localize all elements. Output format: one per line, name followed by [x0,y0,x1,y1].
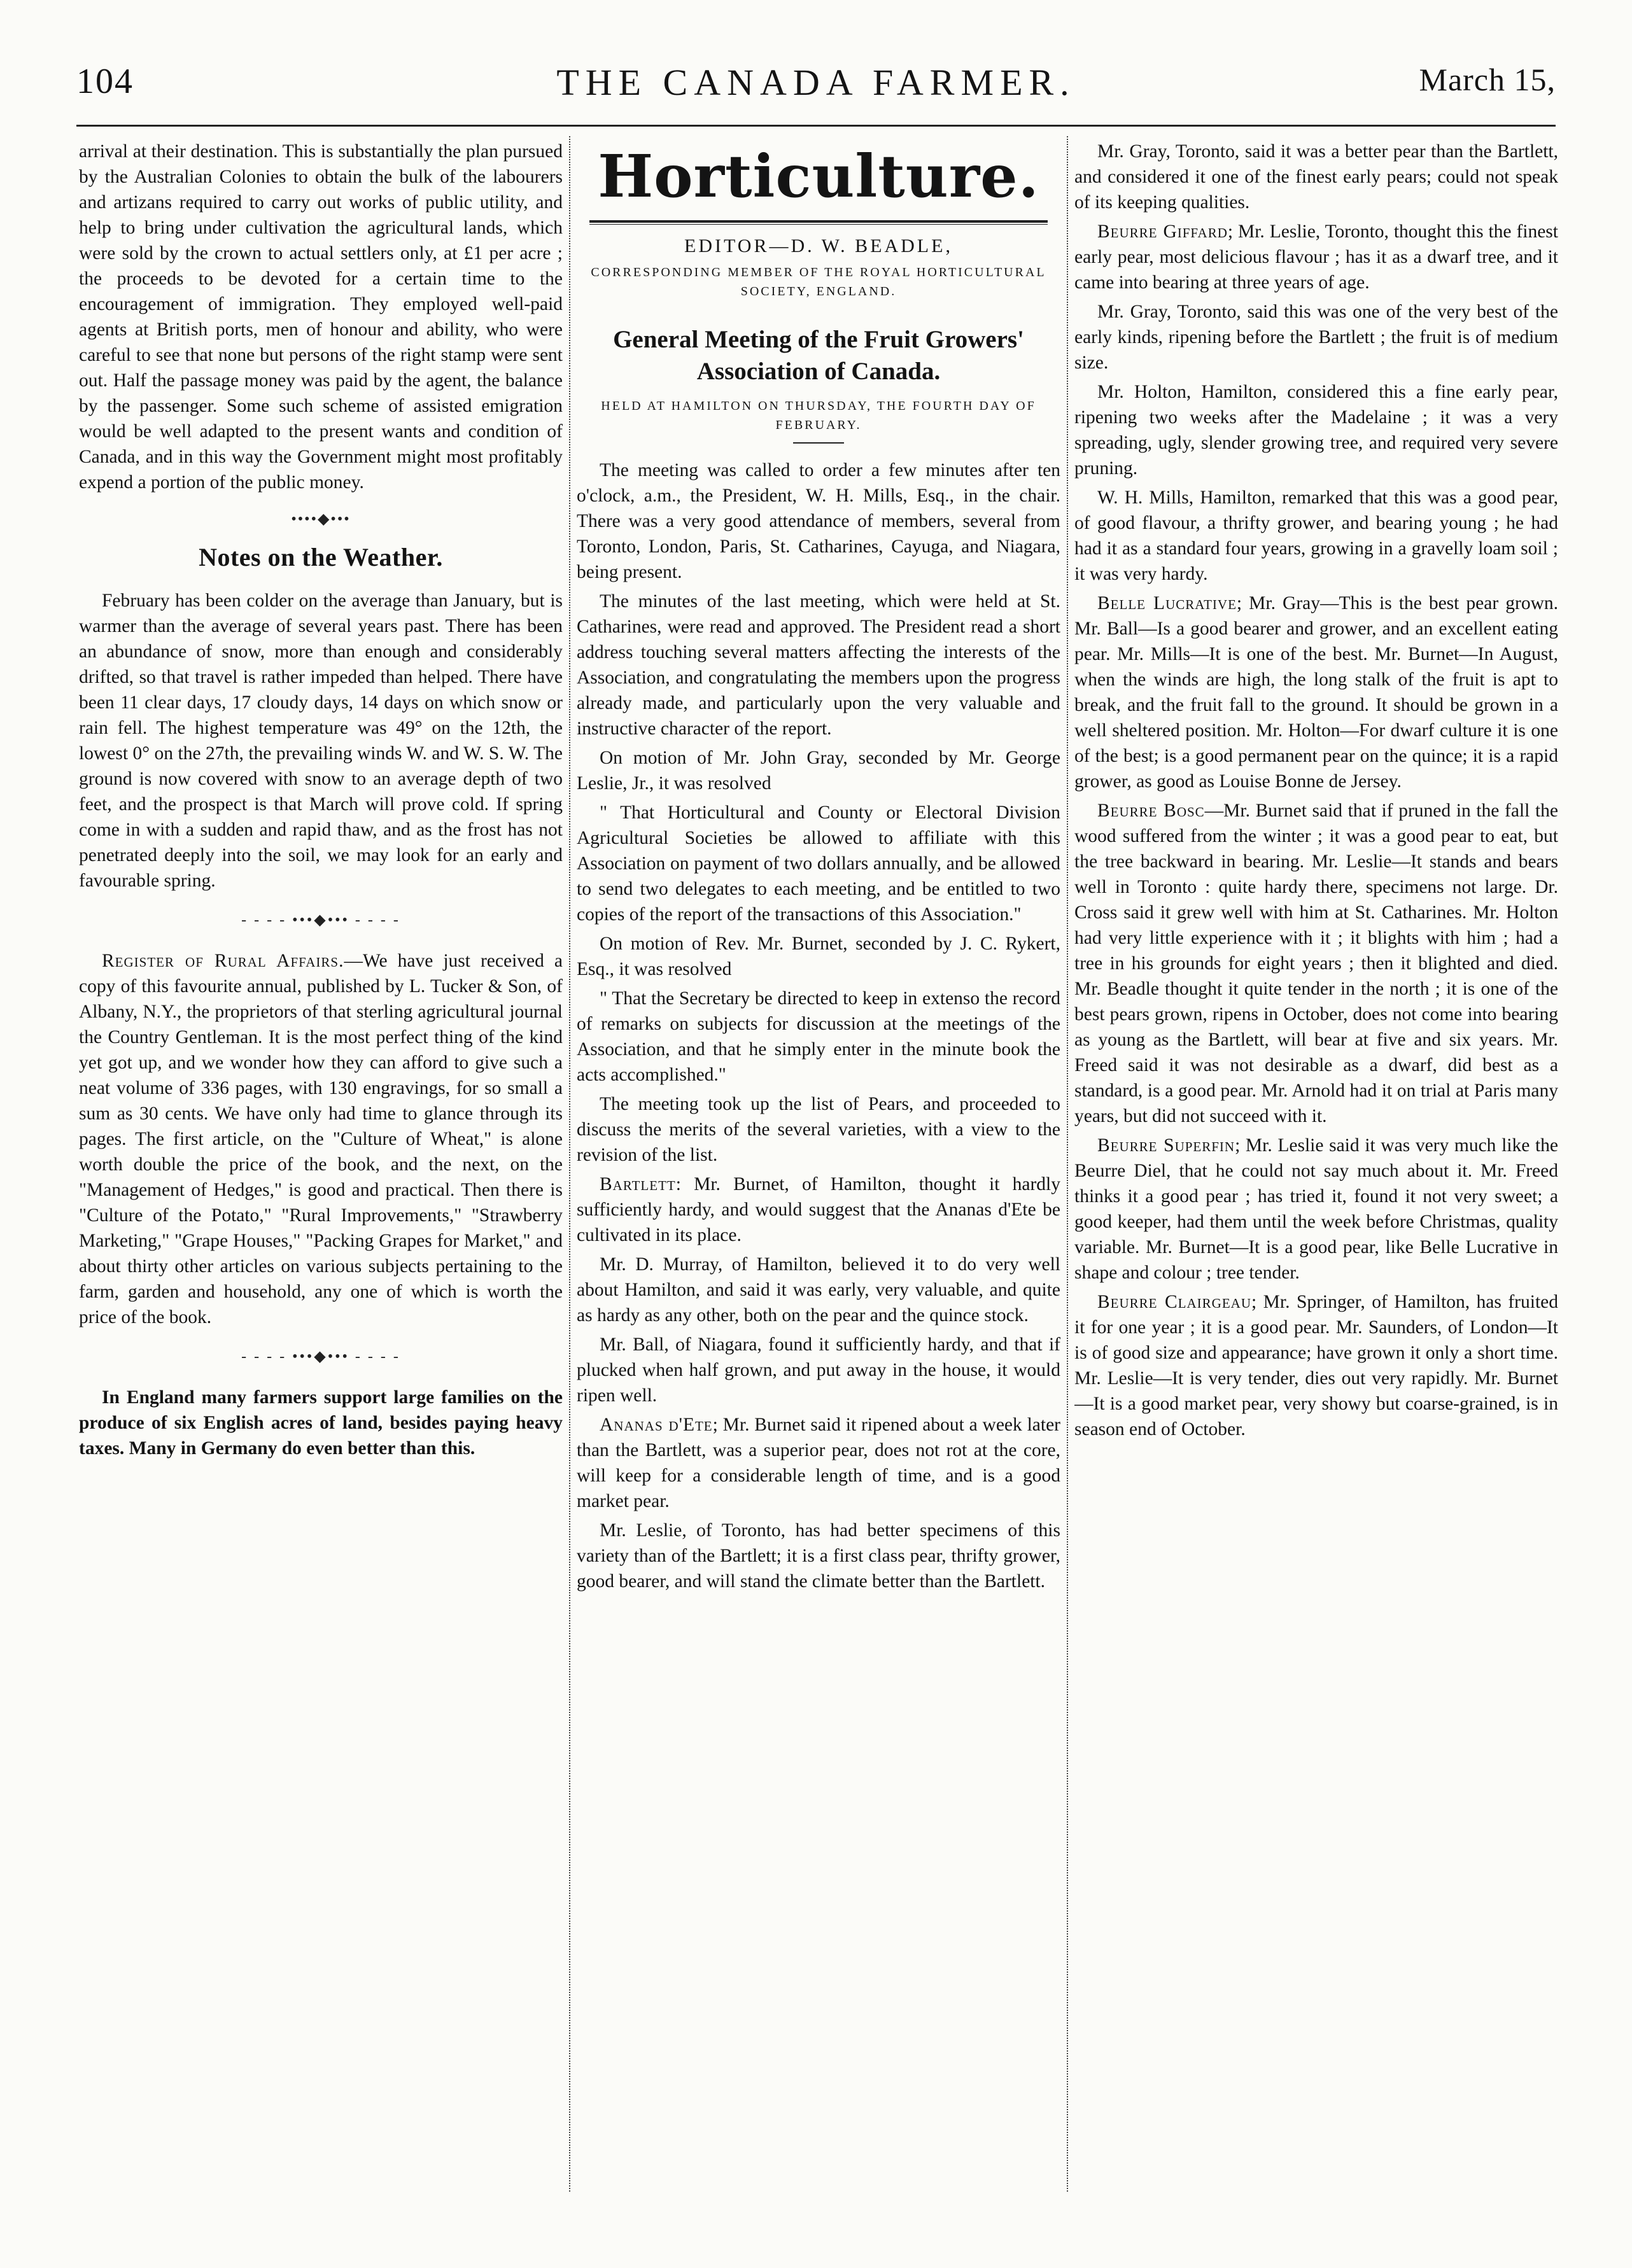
department-title: Horticulture. [598,142,1039,211]
register-text: —We have just received a copy of this favourite annual, published by L. Tucker & Son, of Albany, N.Y., the proprietors of that sterling agricultural journal the Country Gentleman. It is the most perfect thing of the kind yet got up, and we wonder how they can afford to give such a neat volume of 336 pages, with 130 engravings, for so small a sum as 30 cents. We have only had time to glance through its pages. The first article, on the "Culture of Wheat," is alone worth double the price of the book, and the next, on the "Management of Hedges," is good and practical. Then there is "Culture of the Potato," "Rural Improvements," "Strawberry Marketing," "Grape Houses," "Packing Grapes for Market," and about thirty other articles on various subjects pertaining to the farm, garden and household, any one of which is worth the price of the book. [79,951,563,1327]
variety-text: ; Mr. Gray—This is the best pear grown. Mr. Ball—Is a good bearer and grower, and an excellent eating pear. Mr. Mills—It is one of the best. Mr. Burnet—In August, when the winds are high, the long stalk of the fruit is apt to break, and the fruit fall to the ground. It should be grown in a well sheltered position. Mr. Holton—For dwarf culture it is one of the best; is a good permanent pear on the quince; it is a rapid grower, as good as Louise Bonne de Jersey. [1074,593,1558,792]
section-ornament: - - - - •••◆••• - - - - [241,912,400,928]
resolution-quote: " That Horticultural and County or Electoral Division Agricultural Societies be allowed to affiliate with this Association on payment of two dollars annually, and be allowed to send two delegates to each meeting, and be entitled to two copies of the report of the transactions of this Association." [577,802,1060,925]
resolution-quote: " That the Secretary be directed to keep in extenso the record of remarks on subjects for discussion at the meetings of the Association, and that he simply enter in the minute book the acts accomplished." [577,988,1060,1085]
title-rule [589,224,1048,225]
variety-text: ; Mr. Burnet said it ripened about a week later than the Bartlett, was a superior pear, does not rot at the core, will keep for a considerable length of time, and is a good market pear. [577,1415,1060,1511]
variety-name: Beurre Clairgeau [1097,1292,1251,1312]
variety-name: Beurre Giffard [1097,221,1228,242]
variety-paragraph [1074,1289,1558,1442]
page-number: 104 [76,62,134,101]
article-paragraph: The minutes of the last meeting, which were held at St. Catharines, were read and approved. The President read a short address touching several matters affecting the interests of the Association, and congratulating the members upon the progress already made, and particularly upon the very valuable and instructive character of the report. [577,591,1060,739]
short-rule [793,442,844,444]
article-paragraph: Mr. Gray, Toronto, said this was one of the very best of the early kinds, ripening before the Bartlett ; the fruit is of medium size. [1074,302,1558,373]
article-paragraph: Mr. Gray, Toronto, said it was a better pear than the Bartlett, and considered it one of the finest early pears; could not speak of its keeping qualities. [1074,141,1558,213]
weather-heading: Notes on the Weather. [199,543,443,571]
variety-name: Beurre Superfin [1097,1135,1235,1156]
header-rule [76,125,1556,127]
register-lead: Register of Rural Affairs. [102,951,344,971]
editor-line: EDITOR—D. W. BEADLE, [684,235,953,256]
variety-paragraph [1074,219,1558,295]
variety-name: Beurre Bosc [1097,801,1205,821]
article-paragraph: The meeting took up the list of Pears, and proceeded to discuss the merits of the several varieties, with a view to the revision of the list. [577,1094,1060,1165]
running-head [76,61,1556,118]
england-paragraph: In England many farmers support large families on the produce of six English acres of land, besides paying heavy taxes. Many in Germany do even better than this. [79,1387,563,1459]
variety-name: Bartlett [600,1174,676,1194]
variety-text: —Mr. Burnet said that if pruned in the fall the wood suffered from the winter ; it was a good pear to eat, but the tree backward in bearing. Mr. Leslie—It stands and bears well in Toronto : quite hardy there, specimens not large. Dr. Cross said it grew well with him at St. Catharines. Mr. Holton had very little experience with it ; it blights with him ; had a tree in his grounds for eight years ; then it blighted and died. Mr. Beadle thought it quite tender in the north ; it is one of the best pears grown, ripens in October, does not come into bearing as young as the Bartlett, will bear at five and six years. Mr. Freed said it was not desirable as a dwarf, did best as a standard, is a good pear. Mr. Arnold had it on trial at Paris many years, but did not succeed with it. [1074,801,1558,1126]
variety-paragraph [577,1412,1060,1514]
variety-paragraph [577,1172,1060,1248]
register-paragraph [79,948,563,1330]
column-left [79,139,563,2204]
article-paragraph: Mr. D. Murray, of Hamilton, believed it to do very well about Hamilton, and said it was early, very valuable, and quite as hardy as any other, both on the pear and the quince stock. [577,1254,1060,1326]
section-ornament: - - - - •••◆••• - - - - [241,1348,400,1365]
variety-text: : Mr. Burnet, of Hamilton, thought it hardly sufficiently hardy, and would suggest that the Ananas d'Ete be cultivated in its place. [577,1174,1060,1245]
variety-text: ; Mr. Leslie said it was very much like the Beurre Diel, that he could not say much about it. Mr. Freed thinks it a good pear ; has tried it, found it not very sweet; a good keeper, had them until the week before Christmas, quality variable. Mr. Burnet—It is a good pear, like Belle Lucrative in shape and colour ; tree tender. [1074,1135,1558,1283]
section-ornament: ••••◆••• [291,511,351,528]
variety-name: Belle Lucrative [1097,593,1237,613]
column-middle [577,139,1060,2204]
variety-text: ; Mr. Springer, of Hamilton, has fruited it for one year ; it is a good pear. Mr. Saunders, of London—It is of good size and appearance; have grown it only a short time. Mr. Leslie—It is very tender, dies out very rapidly. Mr. Burnet—It is a good market pear, very showy but coarse-grained, is in season end of October. [1074,1292,1558,1439]
column-right [1074,139,1558,2204]
article-paragraph: On motion of Mr. John Gray, seconded by Mr. George Leslie, Jr., it was resolved [577,748,1060,794]
article-paragraph: The meeting was called to order a few minutes after ten o'clock, a.m., the President, W. H. Mills, Esq., in the chair. There was a very good attendance of members, several from Toronto, London, Paris, St. Catharines, Cayuga, and Niagara, being present. [577,460,1060,582]
variety-name: Ananas d'Ete [600,1415,713,1435]
meeting-heading: General Meeting of the Fruit Growers' Association of Canada. [613,326,1024,385]
article-paragraph: Mr. Leslie, of Toronto, has had better specimens of this variety than of the Bartlett; it is a first class pear, thrifty grower, good bearer, and will stand the climate better than the Bartlett. [577,1520,1060,1592]
article-paragraph: On motion of Rev. Mr. Burnet, seconded by J. C. Rykert, Esq., it was resolved [577,934,1060,979]
variety-paragraph [1074,798,1558,1129]
article-paragraph: Mr. Holton, Hamilton, considered this a fine early pear, ripening two weeks after the Madelaine ; it was a very spreading, ugly, slender growing tree, and required very severe pruning. [1074,382,1558,479]
editor-credentials: CORRESPONDING MEMBER OF THE ROYAL HORTICULTURAL SOCIETY, ENGLAND. [591,265,1046,298]
masthead-title: THE CANADA FARMER. [556,62,1076,103]
issue-date: March 15, [1419,62,1556,97]
meeting-subheading: HELD AT HAMILTON ON THURSDAY, THE FOURTH DAY OF FEBRUARY. [601,399,1036,432]
article-paragraph: W. H. Mills, Hamilton, remarked that this was a good pear, of good flavour, a thrifty grower, and bearing young ; he had had it as a standard four years, growing in a gravelly loam soil ; it was very hardy. [1074,487,1558,584]
immigration-continuation: arrival at their destination. This is substantially the plan pursued by the Australian Colonies to obtain the bulk of the labourers and artizans required to carry out works of public utility, and help to bring under cultivation the agricultural lands, which were sold by the crown to actual settlers only, at £1 per acre ; the proceeds to be devoted for a certain time to the encouragement of immigration. They employed well-paid agents at British ports, men of honour and ability, who were careful to see that none but persons of the right stamp were sent out. Half the passage money was paid by the agent, the balance by the passenger. Some such scheme of assisted emigration would be well adapted to the present wants and condition of Canada, and in this way the Government might most profitably expend a portion of the public money. [79,141,563,493]
article-paragraph: Mr. Ball, of Niagara, found it sufficiently hardy, and that if plucked when half grown, and put away in the house, it would ripen well. [577,1334,1060,1406]
weather-paragraph: February has been colder on the average than January, but is warmer than the average of several years past. There has been an abundance of snow, more than enough and considerably drifted, so that travel is rather impeded than helped. There have been 11 clear days, 17 cloudy days, 14 days on which snow or rain fell. The highest temperature was 49° on the 12th, the lowest 0° on the 27th, the prevailing winds W. and W. S. W. The ground is now covered with snow to an average depth of two feet, and the prospect is that March will prove cold. If spring come in with a sudden and rapid thaw, and as the frost has not penetrated deeply into the soil, we may look for an early and favourable spring. [79,591,563,891]
column-divider [569,136,570,2192]
title-rule [589,220,1048,223]
column-divider [1067,136,1068,2192]
variety-text: ; Mr. Leslie, Toronto, thought this the finest early pear, most delicious flavour ; has it as a dwarf tree, and it came into bearing at three years of age. [1074,221,1558,293]
variety-paragraph [1074,591,1558,794]
variety-paragraph [1074,1133,1558,1285]
